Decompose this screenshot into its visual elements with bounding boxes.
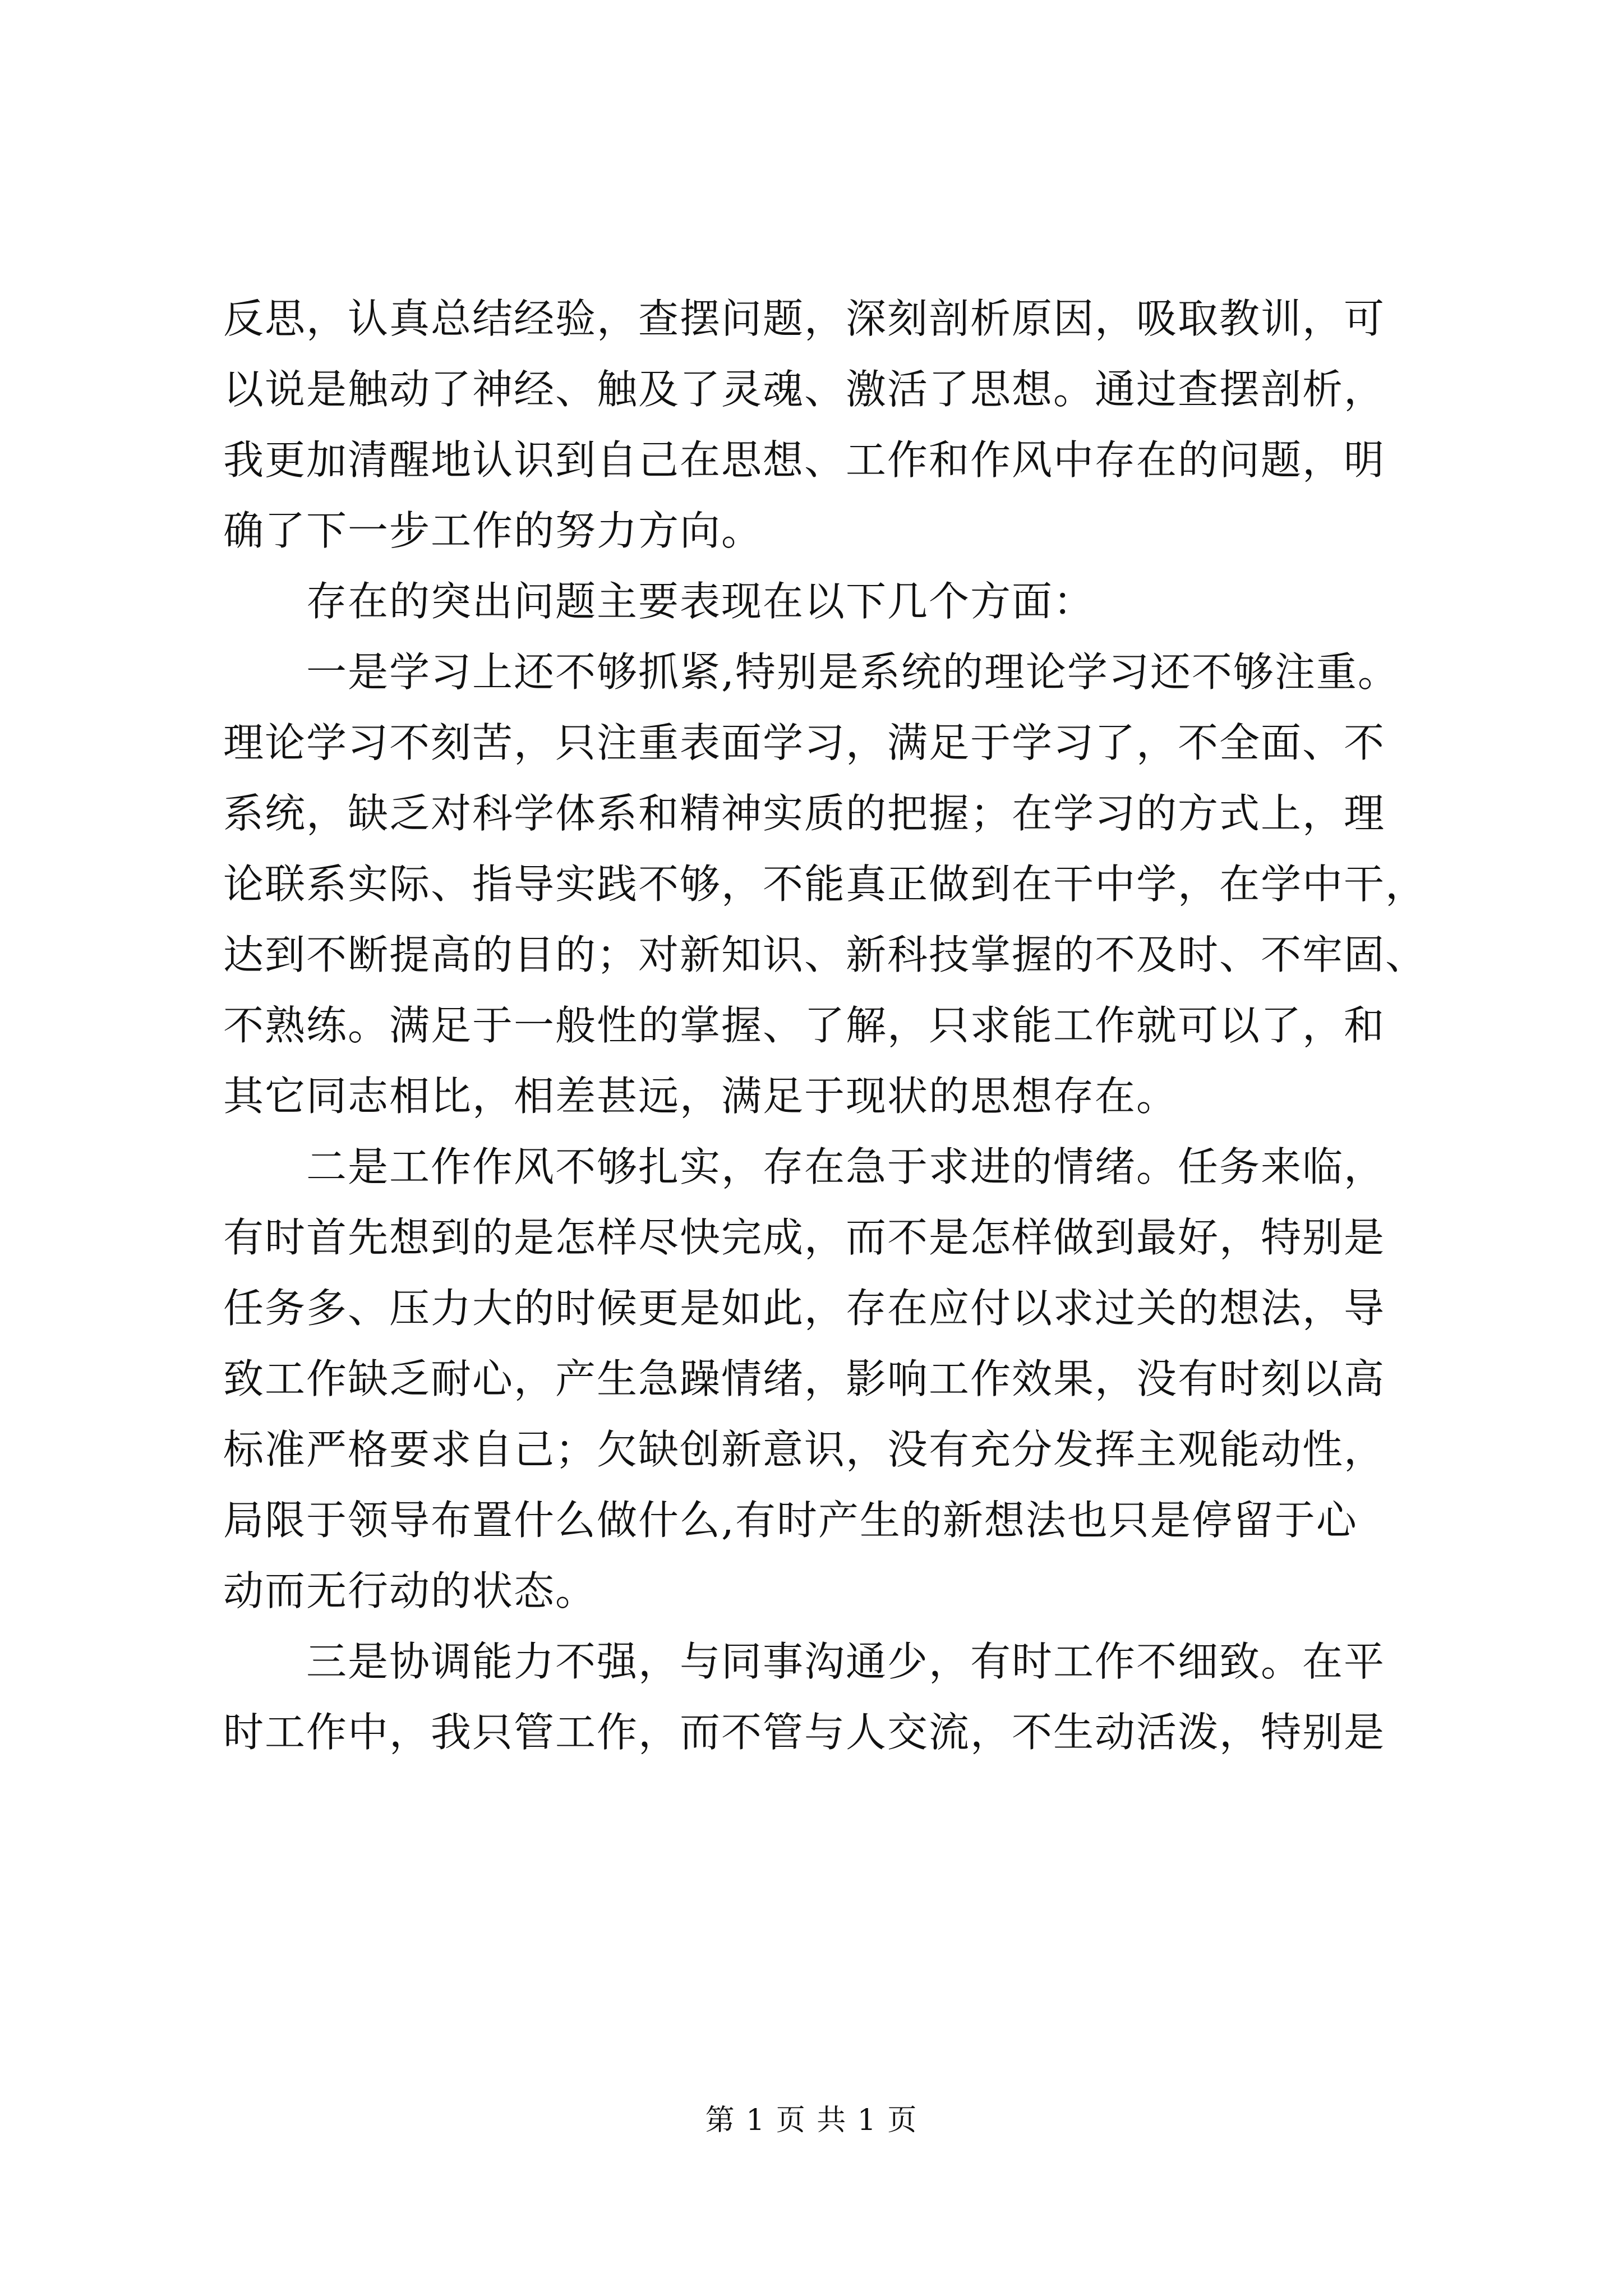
text-line: 达到不断提高的目的；对新知识、新科技掌握的不及时、不牢固、 (223, 931, 1427, 978)
text-line: 时工作中，我只管工作，而不管与人交流，不生动活泼，特别是 (223, 1709, 1386, 1756)
text-line: 反思，认真总结经验，查摆问题，深刻剖析原因，吸取教训，可 (223, 295, 1386, 342)
document-body (223, 283, 1427, 1768)
text-line: 动而无行动的状态。 (223, 1567, 597, 1614)
text-line: 确了下一步工作的努力方向。 (223, 507, 763, 554)
page-number-label: 第 1 页 共 1 页 (705, 2104, 918, 2137)
page-footer (0, 2101, 1623, 2140)
text-line: 论联系实际、指导实践不够，不能真正做到在干中学，在学中干， (223, 861, 1427, 908)
text-line: 任务多、压力大的时候更是如此，存在应付以求过关的想法，导 (223, 1285, 1386, 1332)
text-line: 我更加清醒地认识到自己在思想、工作和作风中存在的问题，明 (223, 436, 1386, 484)
paragraph-3-first-line: 三是协调能力不强，与同事沟通少，有时工作不细致。在平 (306, 1638, 1386, 1685)
text-line: 以说是触动了神经、触及了灵魂、激活了思想。通过查摆剖析， (223, 366, 1386, 413)
text-line: 标准严格要求自己；欠缺创新意识，没有充分发挥主观能动性， (223, 1426, 1386, 1473)
paragraph-2-first-line: 二是工作作风不够扎实，存在急于求进的情绪。任务来临， (306, 1143, 1386, 1190)
text-line: 致工作缺乏耐心，产生急躁情绪，影响工作效果，没有时刻以高 (223, 1355, 1386, 1402)
paragraph-1-first-line: 一是学习上还不够抓紧,特别是系统的理论学习还不够注重。 (306, 648, 1399, 696)
text-line: 不熟练。满足于一般性的掌握、了解，只求能工作就可以了，和 (223, 1002, 1386, 1049)
text-line: 系统，缺乏对科学体系和精神实质的把握；在学习的方式上，理 (223, 790, 1386, 837)
text-line: 理论学习不刻苦，只注重表面学习，满足于学习了，不全面、不 (223, 719, 1386, 766)
paragraph-intro-line: 存在的突出问题主要表现在以下几个方面： (306, 578, 1095, 625)
text-line: 其它同志相比，相差甚远，满足于现状的思想存在。 (223, 1073, 1178, 1120)
text-line: 局限于领导布置什么做什么,有时产生的新想法也只是停留于心 (223, 1497, 1358, 1544)
text-line: 有时首先想到的是怎样尽快完成，而不是怎样做到最好，特别是 (223, 1214, 1386, 1261)
